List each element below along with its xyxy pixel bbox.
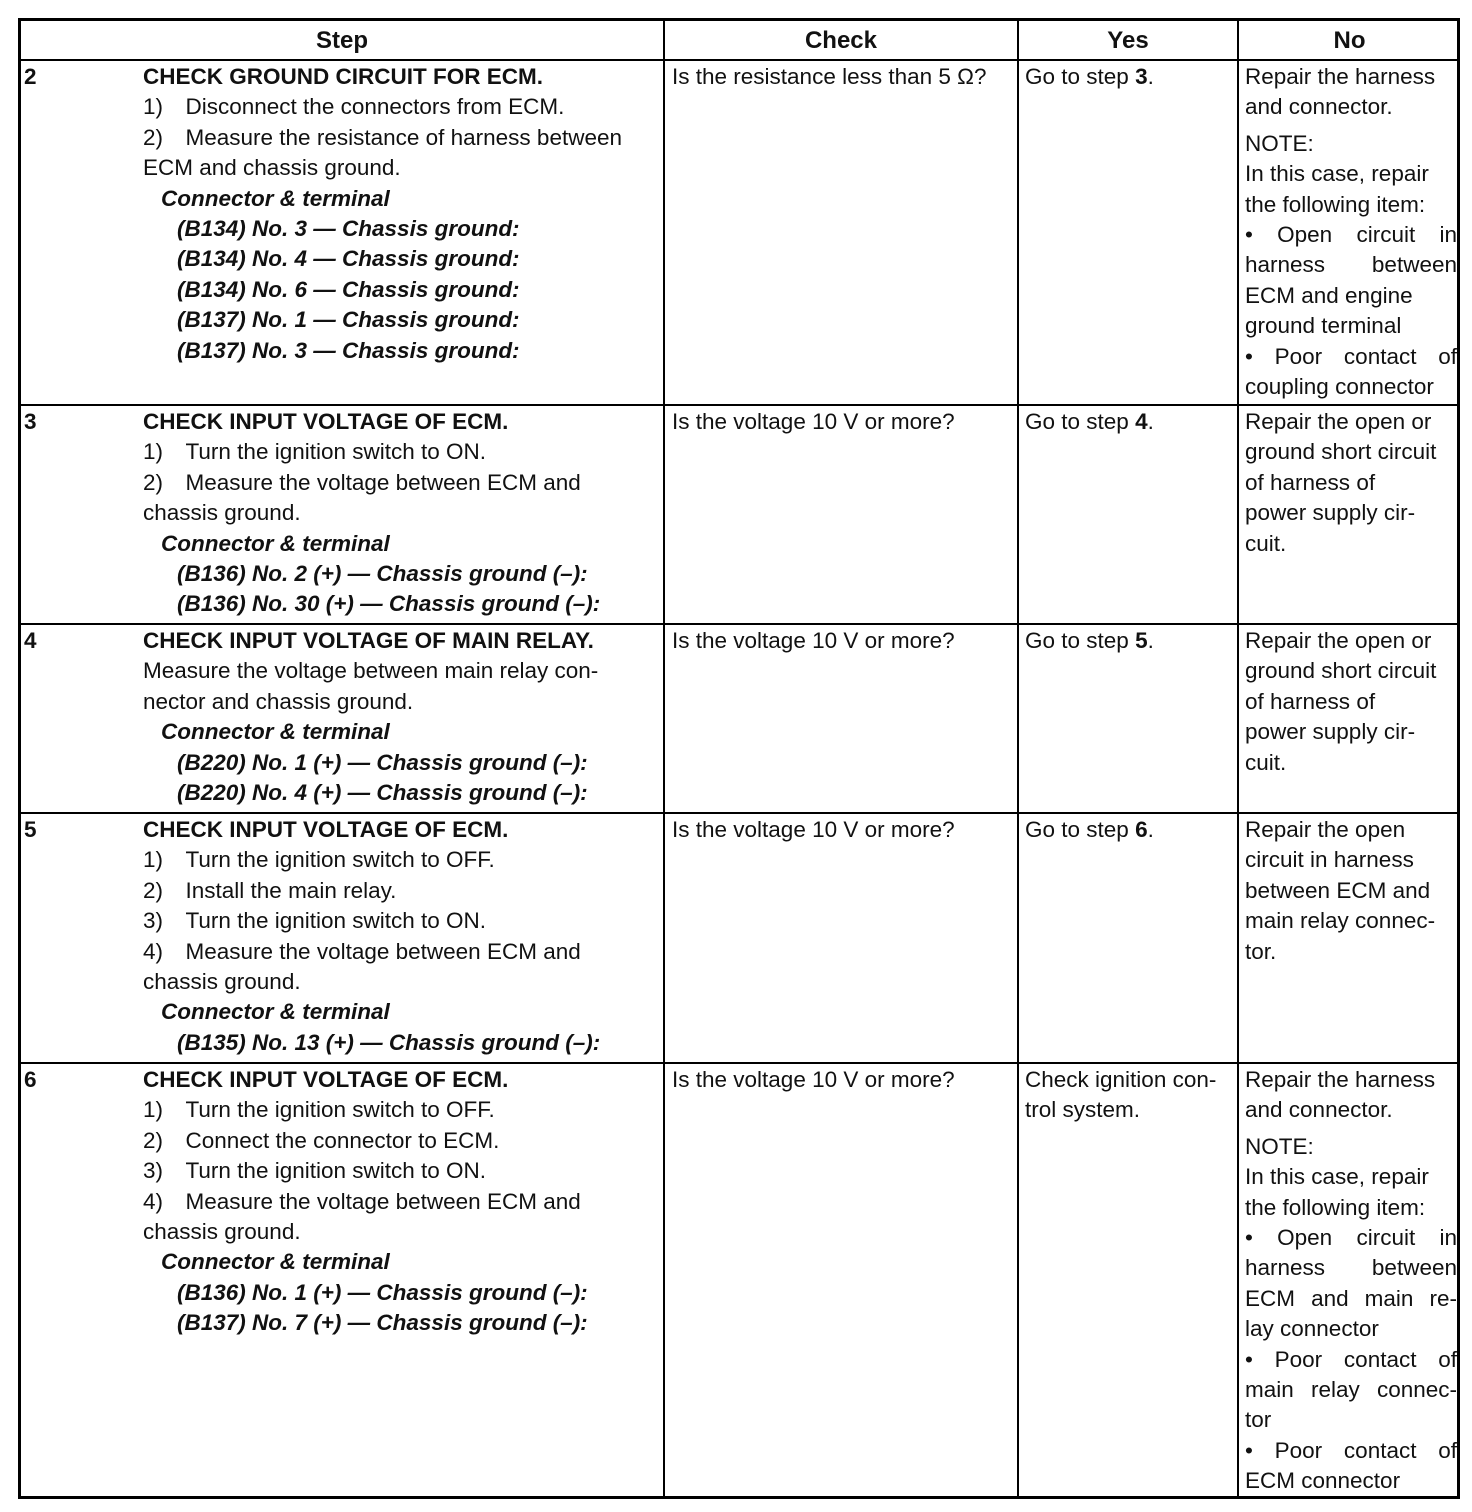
step-number: 4 (24, 628, 37, 653)
yes-line (1025, 815, 1237, 845)
note-item-line: coupling connector (1245, 374, 1434, 400)
connector-terminal-heading: Connector & terminal (161, 1249, 390, 1275)
yes-line (1025, 626, 1237, 656)
connector-terminal: (B134) No. 3 — Chassis ground: (177, 216, 520, 242)
note-item-line: main relay connec- (1245, 1377, 1457, 1403)
yes-suffix: . (1147, 817, 1154, 842)
connector-terminal: (B136) No. 2 (+) — Chassis ground (–): (177, 561, 588, 587)
note-line: In this case, repair (1245, 1164, 1429, 1190)
note-label: NOTE: (1245, 130, 1314, 156)
note-item-line: ground terminal (1245, 313, 1402, 339)
step-instruction: 1) Turn the ignition switch to ON. (143, 439, 487, 465)
connector-terminal: (B134) No. 6 — Chassis ground: (177, 276, 520, 302)
header-check: Check (804, 27, 878, 54)
check-question: Is the voltage 10 V or more? (672, 817, 955, 842)
no-line: Repair the open (1245, 817, 1406, 842)
connector-terminal: (B137) No. 3 — Chassis ground: (177, 337, 520, 363)
step-description (143, 406, 658, 620)
note-item-line: harness between (1245, 1255, 1457, 1281)
step-instruction: 4) Measure the voltage between ECM and (143, 938, 581, 964)
step-instruction: chassis ground. (143, 969, 301, 995)
no-line: and connector. (1245, 94, 1393, 120)
step-description (143, 814, 658, 1058)
header-step: Step (315, 27, 368, 54)
step-instruction: 1) Turn the ignition switch to OFF. (143, 1097, 495, 1123)
no-line: Repair the harness (1245, 64, 1436, 89)
step-description (143, 1064, 658, 1339)
yes-action (1025, 61, 1237, 92)
connector-terminal-heading: Connector & terminal (161, 999, 390, 1025)
step-title: CHECK GROUND CIRCUIT FOR ECM. (143, 64, 543, 89)
column-divider (1237, 21, 1239, 1496)
note-label: NOTE: (1245, 1133, 1314, 1159)
note-item-line: • Poor contact of (1245, 1437, 1457, 1463)
step-number: 5 (24, 817, 37, 842)
no-line: circuit in harness (1245, 847, 1414, 873)
step-title: CHECK INPUT VOLTAGE OF ECM. (143, 1067, 509, 1092)
yes-prefix: Go to step (1025, 817, 1136, 842)
step-number: 2 (24, 64, 37, 89)
yes-line: Check ignition con- (1025, 1067, 1217, 1092)
no-line: Repair the open or (1245, 628, 1432, 653)
note-item-line: ECM connector (1245, 1468, 1401, 1494)
column-divider (663, 21, 665, 1496)
no-line: of harness of (1245, 688, 1376, 714)
note-line: the following item: (1245, 191, 1426, 217)
connector-terminal: (B137) No. 7 (+) — Chassis ground (–): (177, 1310, 588, 1336)
note-item-line: ECM and main re- (1245, 1285, 1457, 1311)
no-line: Repair the harness (1245, 1067, 1436, 1092)
no-line: ground short circuit (1245, 658, 1437, 684)
yes-line: trol system. (1025, 1097, 1141, 1123)
yes-action (1025, 1064, 1237, 1126)
header-yes: Yes (1107, 27, 1149, 54)
step-title: CHECK INPUT VOLTAGE OF ECM. (143, 817, 509, 842)
yes-suffix: . (1147, 64, 1154, 89)
step-instruction: Measure the voltage between main relay con- (143, 658, 599, 684)
step-instruction: 2) Connect the connector to ECM. (143, 1127, 500, 1153)
no-line: ground short circuit (1245, 439, 1437, 465)
step-instruction: 2) Measure the voltage between ECM and (143, 469, 581, 495)
step-instruction: nector and chassis ground. (143, 688, 414, 714)
note-item-line: lay connector (1245, 1316, 1379, 1342)
check-question: Is the voltage 10 V or more? (672, 628, 955, 653)
check-question: Is the voltage 10 V or more? (672, 1067, 955, 1092)
step-title: CHECK INPUT VOLTAGE OF ECM. (143, 409, 509, 434)
yes-step-number: 4 (1135, 409, 1148, 434)
step-instruction: 1) Turn the ignition switch to OFF. (143, 847, 495, 873)
step-instruction: 3) Turn the ignition switch to ON. (143, 1158, 487, 1184)
no-line: main relay connec- (1245, 908, 1436, 934)
note-item-line: • Open circuit in (1245, 222, 1457, 248)
yes-action (1025, 625, 1237, 656)
no-action (1245, 625, 1457, 778)
no-action (1245, 406, 1457, 559)
connector-terminal: (B220) No. 1 (+) — Chassis ground (–): (177, 749, 588, 775)
no-line: and connector. (1245, 1097, 1393, 1123)
step-instruction: 1) Disconnect the connectors from ECM. (143, 94, 565, 120)
no-action (1245, 61, 1457, 402)
note-item-line: tor (1245, 1407, 1272, 1433)
yes-prefix: Go to step (1025, 628, 1136, 653)
diagnostic-table (18, 18, 1460, 1499)
yes-step-number: 3 (1135, 64, 1148, 89)
yes-suffix: . (1147, 409, 1154, 434)
note-item-line: harness between (1245, 252, 1457, 278)
step-instruction: 4) Measure the voltage between ECM and (143, 1188, 581, 1214)
yes-line (1025, 62, 1237, 92)
note-item-line: • Open circuit in (1245, 1225, 1457, 1251)
step-instruction: chassis ground. (143, 500, 301, 526)
yes-action (1025, 814, 1237, 845)
column-divider (1017, 21, 1019, 1496)
header-no: No (1333, 27, 1366, 54)
yes-suffix: . (1147, 628, 1154, 653)
connector-terminal: (B134) No. 4 — Chassis ground: (177, 246, 520, 272)
step-description (143, 625, 658, 808)
step-instruction: 2) Measure the resistance of harness between (143, 124, 623, 150)
note-item-line: • Poor contact of (1245, 1346, 1457, 1372)
check-question: Is the resistance less than 5 Ω? (672, 64, 987, 89)
no-line: between ECM and (1245, 877, 1431, 903)
yes-action (1025, 406, 1237, 437)
no-line: tor. (1245, 938, 1277, 964)
connector-terminal-heading: Connector & terminal (161, 530, 390, 556)
connector-terminal: (B136) No. 30 (+) — Chassis ground (–): (177, 591, 601, 617)
step-instruction: 3) Turn the ignition switch to ON. (143, 908, 487, 934)
note-line: the following item: (1245, 1194, 1426, 1220)
note-item-line: ECM and engine (1245, 282, 1413, 308)
step-instruction: chassis ground. (143, 1219, 301, 1245)
no-line: of harness of (1245, 469, 1376, 495)
check-question: Is the voltage 10 V or more? (672, 409, 955, 434)
connector-terminal-heading: Connector & terminal (161, 185, 390, 211)
connector-terminal: (B137) No. 1 — Chassis ground: (177, 307, 520, 333)
no-line: cuit. (1245, 530, 1287, 556)
yes-step-number: 6 (1135, 817, 1148, 842)
yes-line (1025, 407, 1237, 437)
no-line: Repair the open or (1245, 409, 1432, 434)
no-line: power supply cir- (1245, 719, 1416, 745)
no-action (1245, 814, 1457, 967)
yes-step-number: 5 (1135, 628, 1148, 653)
connector-terminal-heading: Connector & terminal (161, 719, 390, 745)
no-action (1245, 1064, 1457, 1497)
note-item-line: • Poor contact of (1245, 343, 1457, 369)
step-instruction: ECM and chassis ground. (143, 155, 401, 181)
step-number: 3 (24, 409, 37, 434)
step-instruction: 2) Install the main relay. (143, 877, 397, 903)
yes-prefix: Go to step (1025, 409, 1136, 434)
connector-terminal: (B220) No. 4 (+) — Chassis ground (–): (177, 780, 588, 806)
no-line: power supply cir- (1245, 500, 1416, 526)
note-line: In this case, repair (1245, 161, 1429, 187)
step-number: 6 (24, 1067, 37, 1092)
no-line: cuit. (1245, 749, 1287, 775)
yes-prefix: Go to step (1025, 64, 1136, 89)
connector-terminal: (B135) No. 13 (+) — Chassis ground (–): (177, 1029, 601, 1055)
step-title: CHECK INPUT VOLTAGE OF MAIN RELAY. (143, 628, 594, 653)
step-description (143, 61, 658, 366)
connector-terminal: (B136) No. 1 (+) — Chassis ground (–): (177, 1279, 588, 1305)
